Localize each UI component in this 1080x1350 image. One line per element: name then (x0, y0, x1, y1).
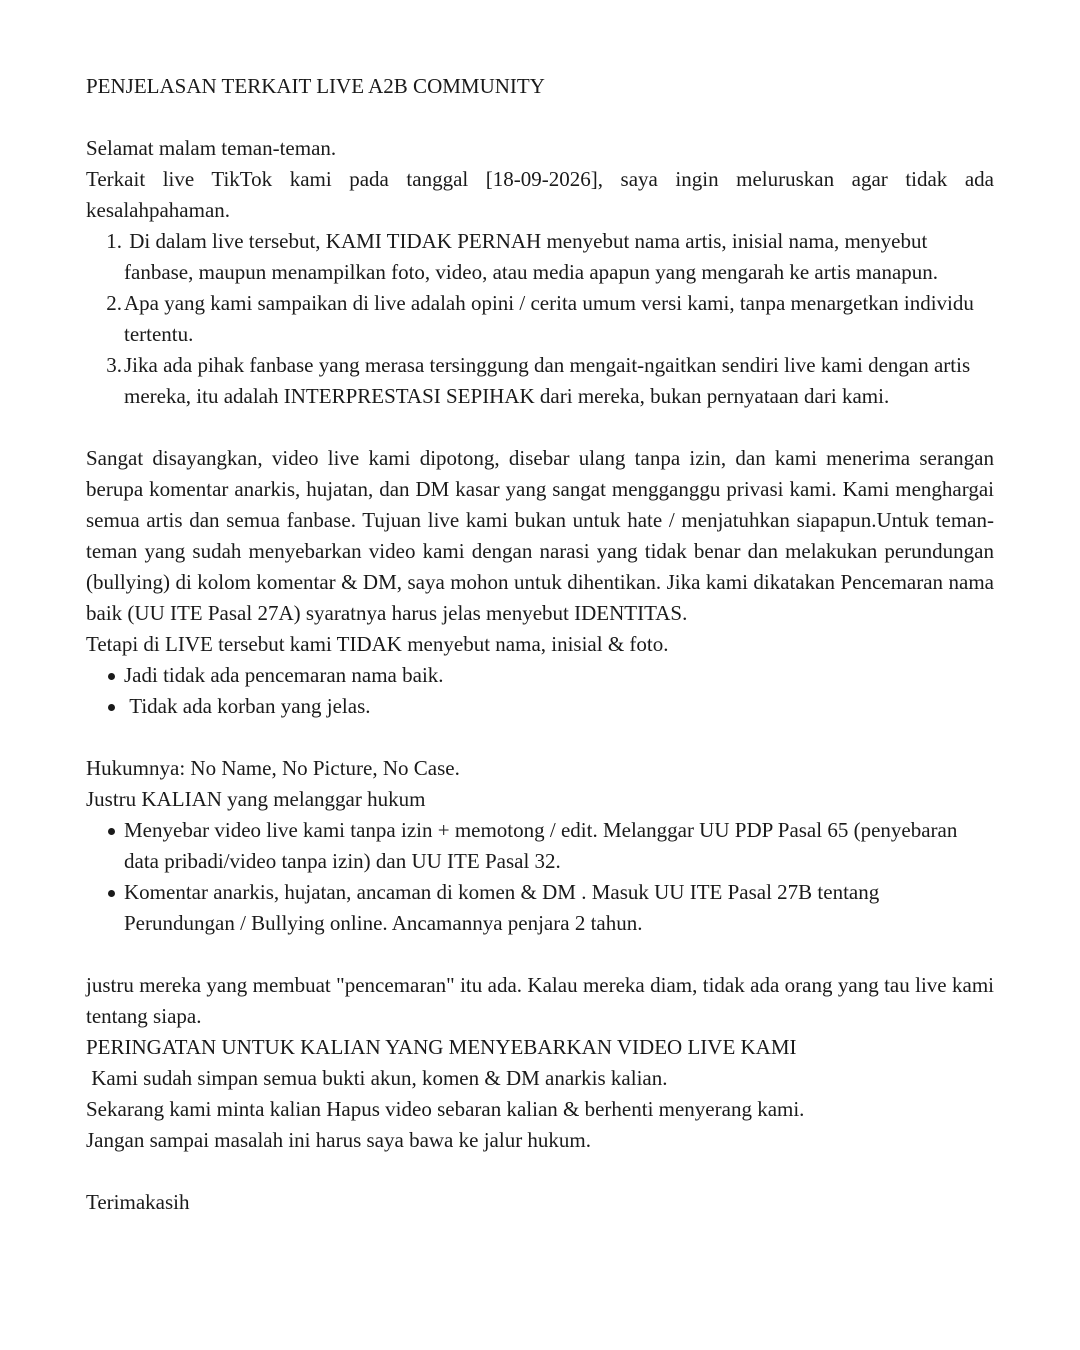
intro-paragraph: Terkait live TikTok kami pada tanggal [18-09-2026], saya ingin meluruskan agar tidak ada kesalahpahaman. (86, 167, 994, 222)
list-item-text: Menyebar video live kami tanpa izin + memotong / edit. Melanggar UU PDP Pasal 65 (penyebaran data pribadi/video tanpa izin) dan UU ITE Pasal 32. (124, 818, 958, 873)
list-marker: 1. (106, 229, 122, 253)
list-item-text: Apa yang kami sampaikan di live adalah opini / cerita umum versi kami, tanpa menargetkan individu tertentu. (124, 291, 974, 346)
warning-line: Jangan sampai masalah ini harus saya bawa ke jalur hukum. (86, 1128, 592, 1152)
spacer (86, 1156, 994, 1187)
list-item (86, 815, 994, 877)
closing-signoff: Terimakasih (86, 1190, 190, 1214)
bullet-icon (108, 828, 115, 835)
bullet-icon (108, 890, 115, 897)
list-item-text: Jadi tidak ada pencemaran nama baik. (124, 663, 444, 687)
list-item (86, 691, 994, 722)
bullet-icon (108, 704, 115, 711)
closing-paragraph: justru mereka yang membuat "pencemaran" itu ada. Kalau mereka diam, tidak ada orang yang tau live kami tentang siapa. (86, 973, 994, 1028)
list-item (86, 350, 994, 412)
bullet-list (86, 660, 994, 722)
spacer (86, 412, 994, 443)
list-item (86, 660, 994, 691)
list-marker: 2. (106, 291, 122, 315)
list-marker: 3. (106, 353, 122, 377)
list-item-text: Di dalam live tersebut, KAMI TIDAK PERNAH menyebut nama artis, inisial nama, menyebut fanbase, maupun menampilkan foto, video, atau media apapun yang mengarah ke artis manapun. (124, 229, 939, 284)
warning-title: PERINGATAN UNTUK KALIAN YANG MENYEBARKAN VIDEO LIVE KAMI (86, 1035, 797, 1059)
spacer (86, 939, 994, 970)
list-item (86, 226, 994, 288)
warning-line: Sekarang kami minta kalian Hapus video sebaran kalian & berhenti menyerang kami. (86, 1097, 805, 1121)
list-item (86, 288, 994, 350)
bullet-list (86, 815, 994, 939)
spacer (86, 722, 994, 753)
document-page (86, 71, 994, 1218)
greeting: Selamat malam teman-teman. (86, 136, 337, 160)
list-item-text: Jika ada pihak fanbase yang merasa tersinggung dan mengait-ngaitkan sendiri live kami dengan artis mereka, itu adalah INTERPRESTASI SEPIHAK dari mereka, bukan pernyataan dari kami. (124, 353, 971, 408)
bullet-icon (108, 673, 115, 680)
law-line: Hukumnya: No Name, No Picture, No Case. (86, 756, 460, 780)
list-item-text: Komentar anarkis, hujatan, ancaman di komen & DM . Masuk UU ITE Pasal 27B tentang Perundungan / Bullying online. Ancamannya penjara 2 tahun. (124, 880, 880, 935)
document-title: PENJELASAN TERKAIT LIVE A2B COMMUNITY (86, 74, 545, 98)
list-item (86, 877, 994, 939)
violation-intro: Justru KALIAN yang melanggar hukum (86, 787, 426, 811)
list-item-text: Tidak ada korban yang jelas. (124, 694, 371, 718)
numbered-list (86, 226, 994, 412)
live-statement: Tetapi di LIVE tersebut kami TIDAK menyebut nama, inisial & foto. (86, 632, 669, 656)
main-paragraph: Sangat disayangkan, video live kami dipotong, disebar ulang tanpa izin, dan kami menerima serangan berupa komentar anarkis, hujatan, dan DM kasar yang sangat mengganggu privasi kami. Kami menghargai semua artis dan semua fanbase. Tujuan live kami bukan untuk hate / menjatuhkan siapapun.Untuk teman-teman yang sudah menyebarkan video kami dengan narasi yang tidak benar dan melakukan perundungan (bullying) di kolom komentar & DM, saya mohon untuk dihentikan. Jika kami dikatakan Pencemaran nama baik (UU ITE Pasal 27A) syaratnya harus jelas menyebut IDENTITAS. (86, 446, 994, 625)
spacer (86, 102, 994, 133)
warning-line: Kami sudah simpan semua bukti akun, komen & DM anarkis kalian. (86, 1066, 668, 1090)
